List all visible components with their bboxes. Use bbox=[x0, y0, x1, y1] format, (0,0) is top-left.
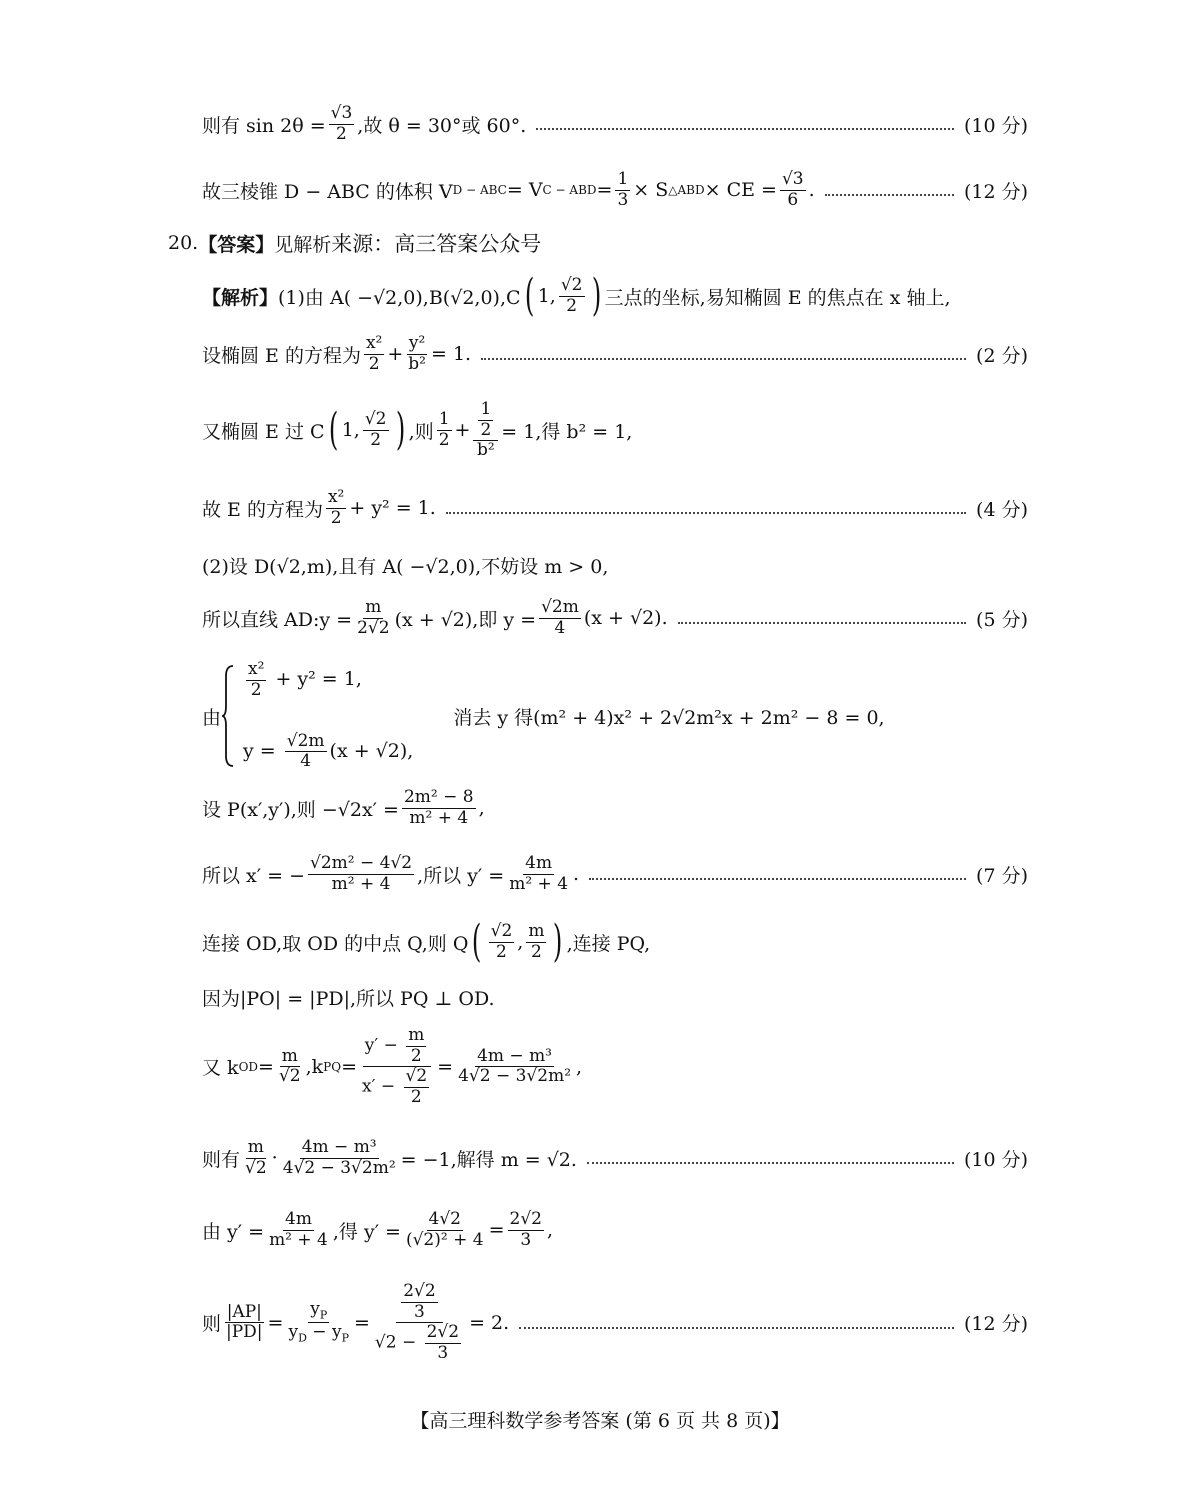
fraction bbox=[507, 854, 570, 894]
fraction bbox=[243, 1138, 269, 1178]
subscript: D bbox=[298, 1331, 307, 1345]
analysis-line-13-content bbox=[202, 1138, 577, 1178]
fraction-denominator: 4√2 − 3√2m² bbox=[458, 1066, 572, 1087]
fraction-denominator: m² + 4 bbox=[509, 873, 569, 894]
text: ,连接 PQ, bbox=[566, 932, 651, 955]
text: 故 E 的方程为 bbox=[202, 498, 323, 521]
fraction-denominator: 2 bbox=[530, 941, 542, 962]
fraction-denominator: (√2)² + 4 bbox=[405, 1229, 484, 1250]
text: 设椭圆 E 的方程为 bbox=[202, 344, 361, 367]
analysis-line-2-content bbox=[202, 334, 471, 374]
text: 又 k bbox=[202, 1057, 239, 1080]
score-label: (10 分) bbox=[963, 114, 1028, 137]
fraction bbox=[285, 732, 327, 772]
fraction bbox=[286, 1300, 351, 1345]
text: y bbox=[288, 1322, 299, 1343]
fraction-denominator: 3 bbox=[437, 1342, 449, 1363]
text: 1, bbox=[341, 419, 360, 442]
dot-leader bbox=[446, 512, 966, 514]
fraction-denominator: b² bbox=[477, 440, 495, 461]
dot-leader bbox=[678, 622, 966, 624]
fraction bbox=[456, 1047, 573, 1087]
subscript: C − ABD bbox=[542, 183, 597, 198]
fraction-numerator: 4m bbox=[525, 853, 553, 873]
left-paren: ( bbox=[472, 916, 482, 967]
fraction-numerator: √2m bbox=[541, 597, 579, 617]
analysis-line-6-content bbox=[202, 598, 668, 638]
fraction-denominator: 2 bbox=[410, 1086, 422, 1107]
left-paren: ( bbox=[524, 270, 534, 321]
fraction bbox=[425, 1323, 461, 1363]
equation-system bbox=[243, 660, 413, 772]
text: 则 bbox=[202, 1313, 222, 1336]
dot-leader bbox=[825, 194, 954, 196]
fraction bbox=[508, 1210, 544, 1250]
fraction-denominator: 2 bbox=[330, 507, 342, 528]
fraction bbox=[404, 1067, 430, 1107]
fraction bbox=[281, 1138, 398, 1178]
left-brace bbox=[221, 664, 235, 768]
fraction-denominator: 2 bbox=[250, 679, 262, 700]
system-row-1 bbox=[243, 660, 413, 700]
fraction bbox=[478, 400, 493, 440]
text: (2)设 D(√2,m),且有 A( −√2,0),不妨设 m > 0, bbox=[202, 556, 609, 578]
fraction-numerator: x² bbox=[248, 659, 265, 679]
text: ,故 θ = 30°或 60°. bbox=[357, 114, 527, 137]
right-paren: ) bbox=[395, 404, 405, 456]
text: 因为|PO| = |PD|,所以 PQ ⊥ OD. bbox=[202, 988, 495, 1010]
text: 设 P(x′,y′),则 −√2x′ = bbox=[202, 798, 399, 821]
text: 所以 x′ = − bbox=[202, 864, 305, 887]
fraction-numerator: 2√2 bbox=[426, 1322, 460, 1343]
subscript: D − ABC bbox=[452, 183, 507, 198]
fraction bbox=[224, 1303, 265, 1343]
fraction bbox=[615, 170, 630, 210]
fraction bbox=[277, 1047, 303, 1087]
text: (x + √2). bbox=[583, 607, 668, 630]
fraction-numerator: |AP| bbox=[226, 1301, 262, 1322]
fraction-numerator bbox=[363, 1026, 432, 1067]
text: 由 bbox=[202, 706, 222, 729]
dot-leader bbox=[589, 878, 966, 880]
fraction-denominator: 6 bbox=[787, 189, 799, 210]
fraction-denominator: m² + 4 bbox=[409, 807, 469, 828]
analysis-line-15-content bbox=[202, 1282, 509, 1363]
fraction-numerator: m bbox=[365, 597, 382, 617]
fraction-numerator: √3 bbox=[330, 103, 353, 123]
text: 则有 sin 2θ = bbox=[202, 114, 326, 137]
text: , bbox=[517, 931, 524, 953]
subscript: OD bbox=[238, 1059, 259, 1074]
fraction-denominator: √2 bbox=[245, 1157, 267, 1178]
fraction bbox=[489, 922, 515, 962]
fraction-denominator: b² bbox=[408, 353, 426, 374]
fraction bbox=[267, 1210, 330, 1250]
fraction-numerator: x² bbox=[327, 487, 345, 507]
fraction-denominator bbox=[360, 1067, 434, 1107]
fraction-denominator: 2 bbox=[496, 941, 507, 962]
fraction bbox=[402, 788, 476, 828]
text: 故三棱锥 D − ABC 的体积 V bbox=[202, 180, 453, 203]
fraction-numerator: 4√2 bbox=[428, 1209, 461, 1229]
dot-leader bbox=[536, 128, 954, 130]
compound-fraction bbox=[473, 400, 498, 461]
text: ,所以 y′ = bbox=[417, 864, 505, 887]
fraction bbox=[404, 1210, 486, 1250]
fraction-denominator: 2 bbox=[480, 419, 492, 440]
analysis-mark: 【解析】 bbox=[202, 286, 279, 309]
fraction-numerator: √2 bbox=[560, 274, 583, 295]
fraction-denominator: 2 bbox=[566, 295, 578, 316]
subscript: PQ bbox=[323, 1059, 342, 1074]
page-footer: 【高三理科数学参考答案 (第 6 页 共 8 页)】 bbox=[410, 1410, 790, 1432]
fraction-numerator: 4m − m³ bbox=[477, 1045, 553, 1066]
text: 见解析 bbox=[274, 233, 332, 256]
fraction-numerator: 2m² − 8 bbox=[403, 787, 474, 807]
analysis-line-2 bbox=[202, 334, 1028, 374]
fraction-denominator: 3 bbox=[617, 189, 629, 210]
analysis-line-14 bbox=[202, 1210, 1028, 1250]
analysis-line-3 bbox=[202, 400, 1028, 461]
fraction-numerator: √2m bbox=[286, 730, 325, 751]
question-20-header bbox=[168, 228, 1028, 258]
analysis-line-12 bbox=[202, 1026, 1028, 1107]
analysis-line-10 bbox=[202, 916, 1028, 967]
fraction-numerator: x² bbox=[365, 333, 383, 353]
fraction bbox=[308, 854, 414, 894]
fraction-numerator: 1 bbox=[617, 169, 629, 189]
fraction-numerator: √2 bbox=[490, 920, 513, 941]
analysis-line-11 bbox=[202, 984, 1028, 1011]
text: + bbox=[387, 343, 404, 366]
system-row-2 bbox=[243, 732, 413, 772]
text: × S bbox=[633, 179, 669, 202]
text: (x + √2),即 y = bbox=[394, 608, 537, 631]
text: − y bbox=[306, 1322, 342, 1343]
fraction-numerator: √2m² − 4√2 bbox=[310, 853, 413, 873]
text: = bbox=[437, 1055, 454, 1078]
fraction-numerator: √2 bbox=[364, 409, 387, 430]
analysis-line-9-content bbox=[202, 854, 579, 894]
fraction-numerator: m bbox=[408, 1025, 425, 1045]
fraction bbox=[329, 104, 355, 144]
text: y′ − bbox=[364, 1035, 404, 1056]
text: = 1. bbox=[430, 343, 472, 366]
text: x′ − bbox=[362, 1076, 401, 1097]
answer-line-2 bbox=[202, 170, 1028, 210]
text: √2 − bbox=[374, 1332, 422, 1353]
fraction-denominator: 4 bbox=[300, 751, 312, 772]
text: 所以直线 AD:y = bbox=[202, 608, 353, 631]
text: 又椭圆 E 过 C bbox=[202, 420, 325, 443]
left-paren: ( bbox=[328, 404, 338, 456]
fraction-numerator: 4m − m³ bbox=[301, 1137, 377, 1157]
analysis-line-4-content bbox=[202, 488, 436, 528]
fraction-numerator: 1 bbox=[480, 399, 492, 419]
analysis-line-9 bbox=[202, 854, 1028, 894]
text: = bbox=[596, 179, 613, 202]
text: ,得 y′ = bbox=[332, 1220, 401, 1243]
fraction-numerator: 4m bbox=[285, 1209, 312, 1229]
fraction-numerator: m bbox=[528, 920, 545, 941]
fraction bbox=[364, 334, 384, 374]
text: y bbox=[310, 1299, 320, 1320]
score-label: (2 分) bbox=[976, 344, 1028, 367]
text: = bbox=[353, 1311, 370, 1334]
text: . bbox=[573, 863, 580, 886]
fraction bbox=[780, 170, 806, 210]
fraction-numerator: √2 bbox=[405, 1066, 428, 1087]
fraction-denominator: |PD| bbox=[226, 1322, 263, 1343]
fraction-denominator: 3 bbox=[520, 1229, 532, 1250]
text: (x + √2), bbox=[329, 739, 414, 762]
fraction-numerator: √3 bbox=[781, 169, 804, 189]
analysis-line-15 bbox=[202, 1282, 1028, 1363]
source-note: 来源：高三答案公众号 bbox=[331, 232, 542, 256]
analysis-line-5 bbox=[202, 552, 1028, 579]
fraction bbox=[559, 276, 585, 316]
fraction-denominator: 2 bbox=[336, 123, 347, 144]
fraction-numerator: 1 bbox=[438, 409, 450, 430]
text: = V bbox=[506, 179, 543, 202]
text: 由 y′ = bbox=[202, 1220, 265, 1243]
fraction-denominator: 3 bbox=[414, 1301, 425, 1322]
fraction-denominator: 4 bbox=[554, 617, 566, 638]
compound-fraction bbox=[373, 1282, 466, 1363]
fraction-numerator: m bbox=[281, 1045, 298, 1066]
text: ,则 bbox=[408, 420, 434, 443]
fraction bbox=[437, 410, 452, 450]
right-paren: ) bbox=[553, 916, 563, 967]
score-label: (12 分) bbox=[963, 1313, 1028, 1336]
analysis-line-6 bbox=[202, 598, 1028, 638]
text: . bbox=[808, 179, 815, 202]
compound-fraction bbox=[360, 1026, 434, 1107]
fraction-denominator bbox=[286, 1323, 351, 1345]
text: (1)由 A( −√2,0),B(√2,0),C bbox=[278, 286, 521, 309]
fraction-denominator: 2√2 bbox=[357, 617, 390, 638]
subscript: P bbox=[319, 1308, 328, 1322]
score-label: (10 分) bbox=[963, 1148, 1028, 1171]
text: = bbox=[267, 1311, 284, 1334]
fraction-denominator: m² + 4 bbox=[331, 873, 391, 894]
text: y = bbox=[243, 739, 282, 762]
fraction-numerator bbox=[473, 400, 498, 441]
text: + y² = 1. bbox=[349, 497, 436, 520]
text: 消去 y 得(m² + 4)x² + 2√2m²x + 2m² − 8 = 0, bbox=[453, 706, 885, 729]
text: × CE = bbox=[704, 179, 777, 202]
score-label: (7 分) bbox=[976, 864, 1028, 887]
text: 1, bbox=[537, 285, 556, 307]
text: ,k bbox=[305, 1055, 324, 1078]
text: 则有 bbox=[202, 1148, 241, 1171]
fraction-denominator: 2 bbox=[410, 1045, 422, 1066]
fraction-denominator: 2 bbox=[368, 353, 380, 374]
text: · bbox=[271, 1147, 278, 1170]
analysis-line-8 bbox=[202, 788, 1028, 828]
fraction-denominator: 2 bbox=[438, 429, 450, 450]
fraction bbox=[355, 598, 391, 638]
fraction-denominator bbox=[373, 1323, 466, 1363]
text: = 1,得 b² = 1, bbox=[501, 420, 633, 443]
analysis-line-1 bbox=[202, 270, 1028, 321]
text: = bbox=[341, 1055, 358, 1078]
fraction-denominator: 2 bbox=[370, 429, 382, 450]
fraction-numerator: 2√2 bbox=[403, 1281, 436, 1301]
dot-leader bbox=[481, 358, 966, 360]
fraction-numerator: 2√2 bbox=[509, 1209, 542, 1229]
text: + bbox=[454, 419, 471, 442]
answer-line-1-content bbox=[202, 104, 526, 144]
fraction bbox=[539, 598, 581, 638]
fraction bbox=[326, 488, 346, 528]
text: 三点的坐标,易知椭圆 E 的焦点在 x 轴上, bbox=[604, 286, 951, 309]
dot-leader bbox=[587, 1162, 954, 1164]
score-label: (5 分) bbox=[976, 608, 1028, 631]
text: + y² = 1, bbox=[269, 668, 362, 691]
fraction bbox=[401, 1282, 437, 1322]
fraction-numerator bbox=[396, 1282, 442, 1323]
fraction-denominator: m² + 4 bbox=[269, 1229, 328, 1250]
subscript: P bbox=[341, 1331, 349, 1345]
fraction-numerator: y² bbox=[408, 333, 426, 353]
fraction bbox=[406, 1026, 426, 1066]
fraction-denominator: √2 bbox=[278, 1066, 301, 1087]
subscript: △ABD bbox=[668, 183, 705, 198]
text: , bbox=[576, 1055, 583, 1078]
analysis-line-7 bbox=[202, 660, 1028, 772]
answer-mark: 【答案】 bbox=[198, 233, 275, 256]
text: = −1,解得 m = √2. bbox=[400, 1148, 577, 1171]
analysis-line-13 bbox=[202, 1138, 1028, 1178]
analysis-line-4 bbox=[202, 488, 1028, 528]
text: , bbox=[478, 797, 485, 820]
question-number: 20. bbox=[168, 232, 199, 254]
text: = bbox=[488, 1219, 505, 1242]
text: , bbox=[546, 1219, 554, 1242]
answer-line-2-content bbox=[202, 170, 815, 210]
fraction-numerator bbox=[308, 1300, 329, 1323]
fraction bbox=[526, 922, 546, 962]
score-label: (4 分) bbox=[976, 498, 1028, 521]
fraction bbox=[363, 410, 389, 450]
fraction bbox=[406, 334, 428, 374]
fraction-denominator: 4√2 − 3√2m² bbox=[282, 1157, 396, 1178]
fraction bbox=[246, 660, 266, 700]
score-label: (12 分) bbox=[963, 180, 1028, 203]
text: = 2. bbox=[469, 1311, 510, 1334]
right-paren: ) bbox=[591, 270, 601, 321]
answer-line-1 bbox=[202, 104, 1028, 144]
text: = bbox=[258, 1055, 274, 1078]
dot-leader bbox=[519, 1327, 954, 1329]
fraction-numerator: m bbox=[247, 1137, 264, 1157]
text: 连接 OD,取 OD 的中点 Q,则 Q bbox=[202, 932, 469, 955]
